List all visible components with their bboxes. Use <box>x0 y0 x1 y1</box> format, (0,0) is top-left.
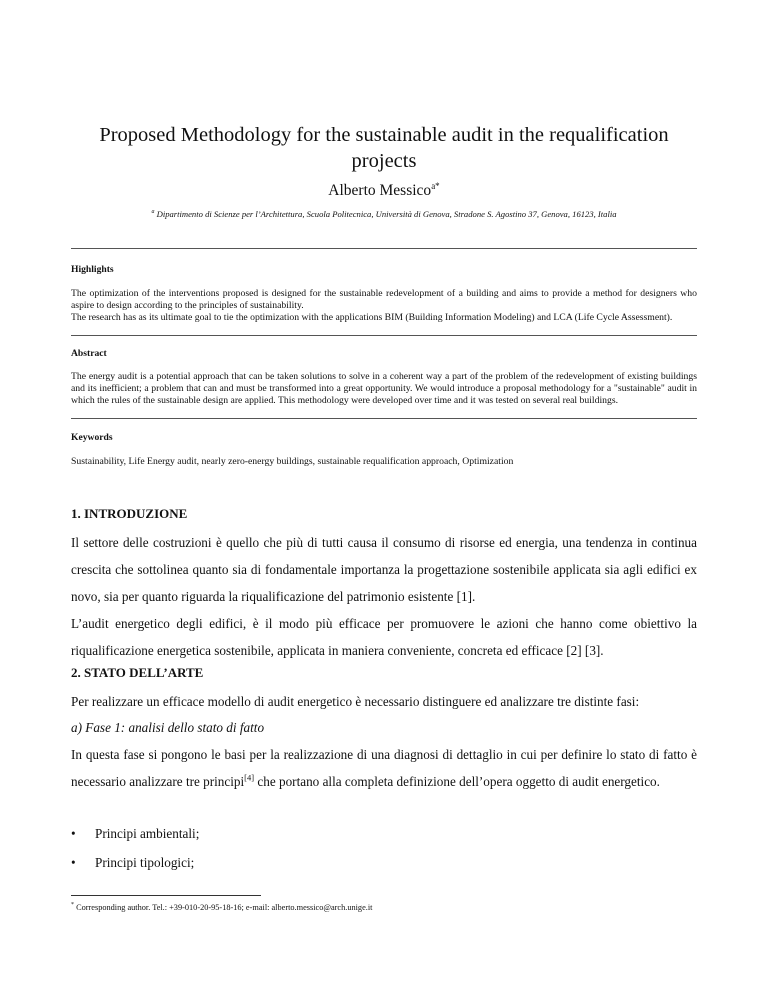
top-divider <box>71 248 697 249</box>
footnote-mark: * <box>71 902 74 908</box>
citation-ref: [4] <box>244 772 255 783</box>
phase-a-text-end: che portano alla completa definizione dell’opera oggetto di audit energetico. <box>254 774 660 789</box>
bullet-item <box>71 826 199 842</box>
abstract-paragraph: The energy audit is a potential approach that can be taken solutions to solve in a coherent way a part of the problem of the redevelopment of existing buildings and its inefficient; a problem that can and must be transformed into a great opportunity. We would introduce a proposal methodology for a "sustainable" audit in which the rules of the sustainable design are applied. This methodology were developed over time and it was tested on several real buildings. <box>71 371 697 407</box>
phase-a-text-start: In questa fase si pongono le basi per la realizzazione di una diagnosi di dettaglio in cui per definire lo stato di fatto è necessario analizzare tre principi <box>71 747 697 789</box>
author-marks: a* <box>431 180 440 191</box>
affiliation-mark: a <box>151 209 155 216</box>
section-2-intro-text: Per realizzare un efficace modello di audit energetico è necessario distinguere ed analizzare tre distinte fasi: <box>71 694 640 709</box>
section-2-intro <box>71 688 697 715</box>
bullet-dot-icon: • <box>71 826 76 841</box>
bullet-text: Principi ambientali; <box>95 826 200 841</box>
section-1-paragraph-2: L’audit energetico degli edifici, è il modo più efficace per promuovere le azioni che hanno come obiettivo la riqualificazione energetica sostenibile, applicata in maniera conveniente, concreta ed efficace [2] [3]. <box>71 616 697 658</box>
highlights-heading: Highlights <box>71 264 114 275</box>
phase-a-paragraph <box>71 741 697 795</box>
author-line <box>0 182 768 200</box>
footnote-rule <box>71 895 261 896</box>
highlights-paragraph-1: The optimization of the interventions proposed is designed for the sustainable redevelopment of a building and aims to provide a method for designers who aspire to design according to the principles of sustainability. <box>71 288 697 312</box>
bullet-dot-icon: • <box>71 855 76 870</box>
phase-a-heading: a) Fase 1: analisi dello stato di fatto <box>71 720 265 735</box>
section-2-heading: 2. STATO DELL’ARTE <box>71 665 204 680</box>
author-name: Alberto Messico <box>328 182 432 199</box>
affiliation <box>40 209 728 219</box>
affiliation-text: Dipartimento di Scienze per l’Architettura, Scuola Politecnica, Università di Genova, Stradone S. Agostino 37, Genova, 16123, Italia <box>156 209 617 219</box>
highlights-paragraph-2: The research has as its ultimate goal to tie the optimization with the applications BIM (Building Information Modeling) and LCA (Life Cycle Assessment). <box>71 312 673 324</box>
section-1-body <box>71 529 697 664</box>
phase-a-body <box>71 741 697 795</box>
section-1-heading: 1. INTRODUZIONE <box>71 506 188 521</box>
keywords-text: Sustainability, Life Energy audit, nearly zero-energy buildings, sustainable requalification approach, Optimization <box>71 456 514 467</box>
paper-title: Proposed Methodology for the sustainable audit in the requalification projects <box>99 124 669 172</box>
keywords-heading: Keywords <box>71 432 113 443</box>
abstract-heading: Abstract <box>71 348 107 359</box>
abstract-divider <box>71 418 697 419</box>
footnote <box>71 902 372 912</box>
highlights-divider <box>71 335 697 336</box>
highlights-body <box>71 288 697 324</box>
section-1-paragraph-1: Il settore delle costruzioni è quello che più di tutti causa il consumo di risorse ed energia, una tendenza in continua crescita che sottolinea quanto sia di fondamentale importanza la progettazione sostenibile applicata sia agli edifici ex novo, sia per quanto riguarda la riqualificazione del patrimonio esistente [1]. <box>71 535 697 604</box>
bullet-text: Principi tipologici; <box>95 855 195 870</box>
keywords-body <box>71 456 697 468</box>
footnote-text: Corresponding author. Tel.: +39-010-20-95-18-16; e-mail: alberto.messico@arch.unige.it <box>74 902 373 912</box>
bullet-item <box>71 855 194 871</box>
abstract-body <box>71 371 697 407</box>
